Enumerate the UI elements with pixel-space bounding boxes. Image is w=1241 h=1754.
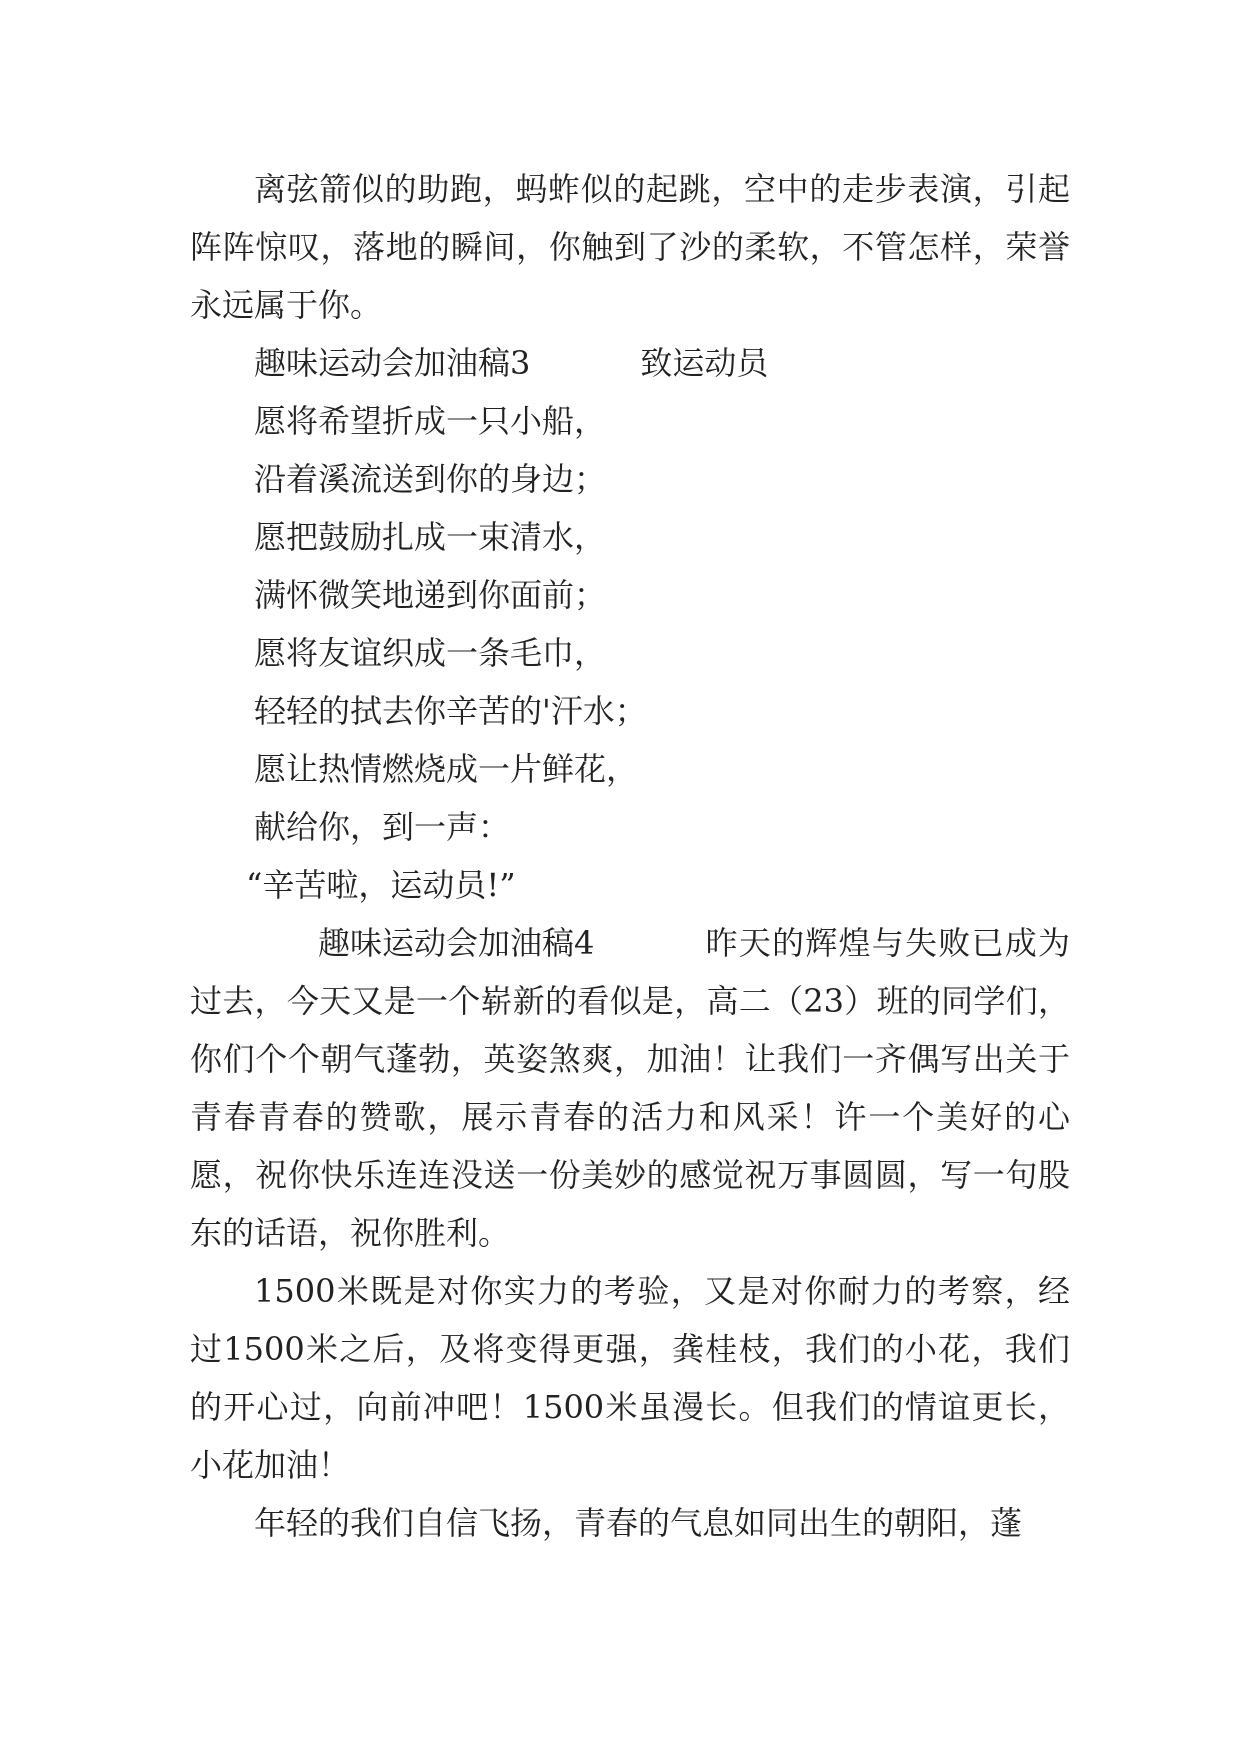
poem-line-4: 满怀微笑地递到你面前； [254, 576, 607, 614]
section3-heading: 趣味运动会加油稿3 [254, 344, 531, 382]
section4-paragraph-text: 昨天的辉煌与失败已成为过去，今天又是一个崭新的看似是，高二（23）班的同学们，你们个个朝气蓬勃，英姿煞爽，加油！让我们一齐偶写出关于青春青春的赞歌，展示青春的活力和风采！许一个美好的心愿，祝你快乐连连没送一份美妙的感觉祝万事圆圆，写一句股东的话语，祝你胜利。 [190, 924, 1070, 1252]
poem-line-8: 献给你，到一声： [254, 808, 511, 846]
poem-line-1: 愿将希望折成一只小船， [254, 402, 607, 440]
poem-line-6: 轻轻的拭去你辛苦的'汗水； [254, 692, 647, 730]
section4-heading: 趣味运动会加油稿4 [318, 924, 595, 962]
section3-heading-line [190, 334, 1070, 392]
poem-line-5: 愿将友谊织成一条毛巾， [254, 634, 607, 672]
section4-first-paragraph [190, 914, 1070, 1262]
poem-line-7: 愿让热情燃烧成一片鲜花， [254, 750, 639, 788]
section4-paragraph-3: 年轻的我们自信飞扬，青春的气息如同出生的朝阳，蓬 [254, 1504, 1023, 1542]
document-body [190, 160, 1070, 1552]
section4-paragraph-2: 1500米既是对你实力的考验，又是对你耐力的考察，经过1500米之后，及将变得更强，龚桂枝，我们的小花，我们的开心过，向前冲吧！1500米虽漫长。但我们的情谊更长，小花加油！ [190, 1272, 1070, 1484]
section3-title: 致运动员 [640, 344, 769, 382]
poem-line-9: “辛苦啦，运动员!” [246, 866, 516, 904]
poem-line-3: 愿把鼓励扎成一束清水， [254, 518, 607, 556]
intro-paragraph: 离弦箭似的助跑，蚂蚱似的起跳，空中的走步表演，引起阵阵惊叹，落地的瞬间，你触到了沙的柔软，不管怎样，荣誉永远属于你。 [190, 170, 1070, 324]
poem-line-2: 沿着溪流送到你的身边； [254, 460, 607, 498]
